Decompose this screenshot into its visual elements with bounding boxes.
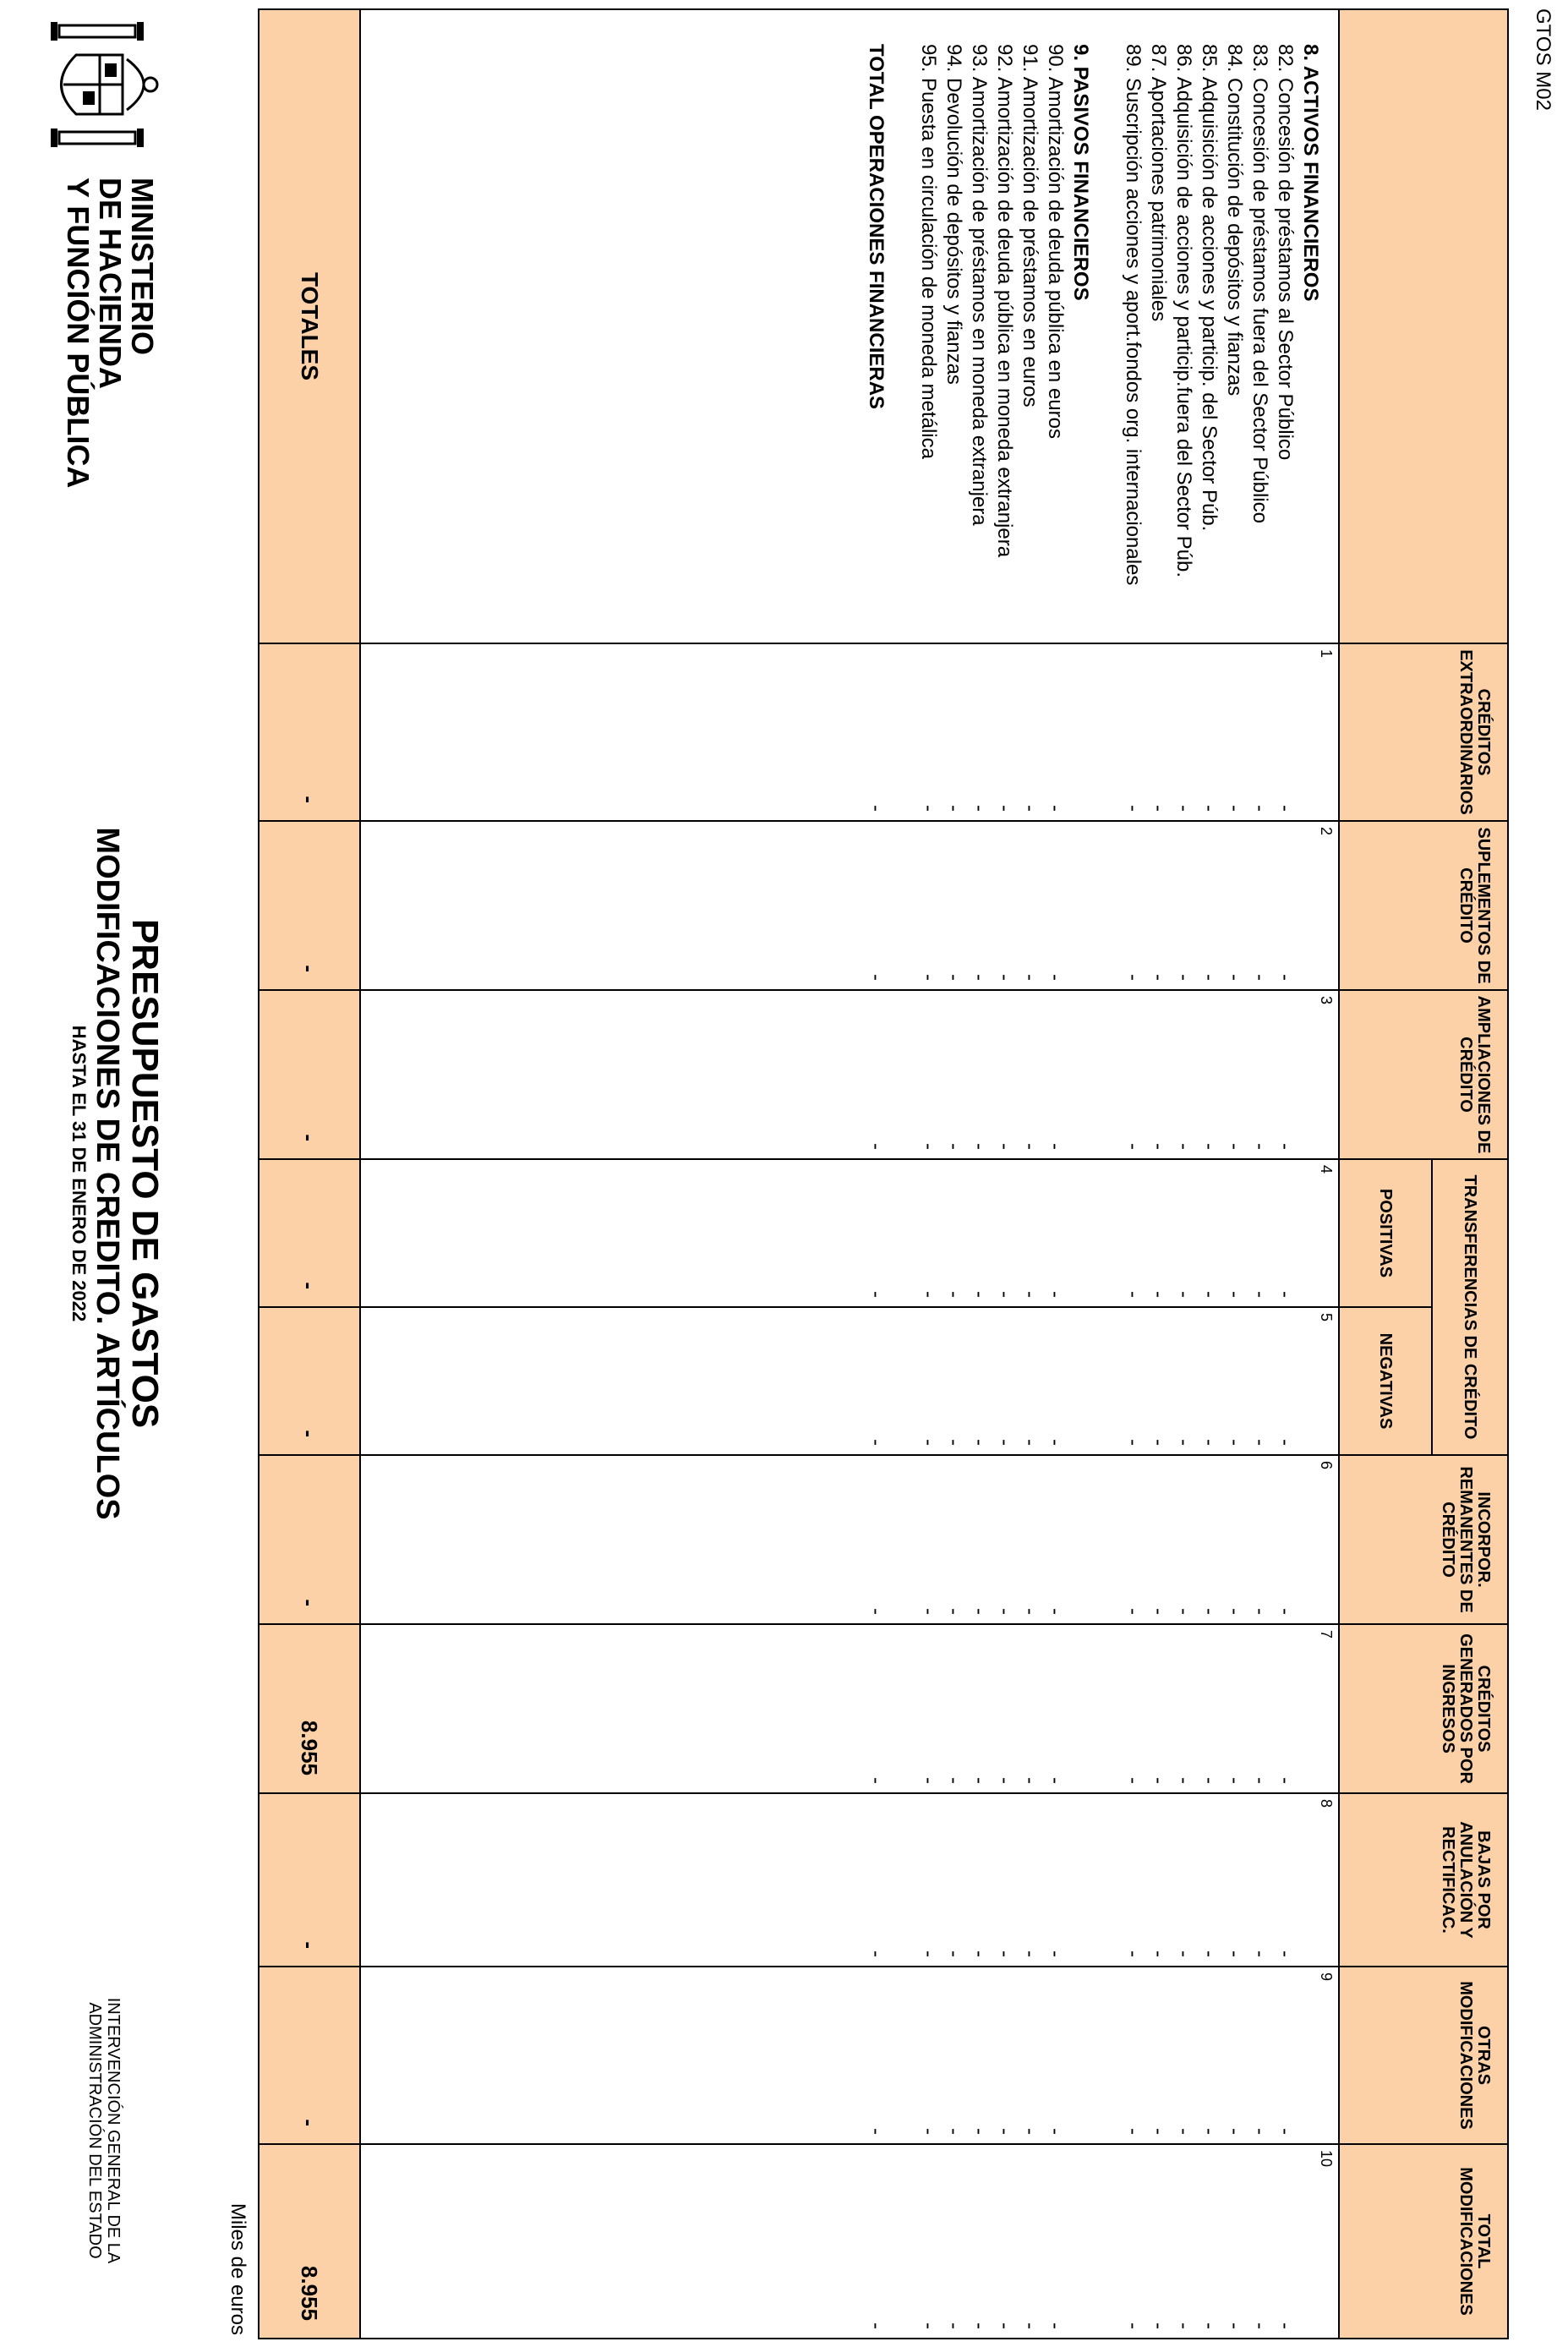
header-blank xyxy=(1339,9,1508,643)
dash-value: - xyxy=(1019,1777,1041,1784)
row-label: 86. Adquisición de acciones y particip.fuera del Sector Púb. xyxy=(1172,44,1195,578)
column-number: 5 xyxy=(1318,1313,1335,1322)
dash-value: - xyxy=(968,1608,991,1615)
dash-value: - xyxy=(1172,1608,1195,1615)
dash-value: - xyxy=(917,1608,940,1615)
dash-value: - xyxy=(1223,1143,1246,1150)
dash-value: - xyxy=(993,1439,1016,1446)
dash-value: - xyxy=(993,805,1016,812)
dash-value: - xyxy=(942,1950,965,1957)
row-labels xyxy=(360,9,1339,643)
dash-value: - xyxy=(1147,974,1170,981)
col-group-transfers: TRANSFERENCIAS DE CRÉDITO xyxy=(1432,1159,1508,1455)
row-label: 84. Constitución de depósitos y fianzas xyxy=(1223,44,1246,397)
column-number: 10 xyxy=(1318,2150,1335,2168)
dash-value: - xyxy=(1172,1777,1195,1784)
total-cell: - xyxy=(259,821,360,990)
col-header-4: POSITIVAS xyxy=(1339,1159,1432,1307)
dash-value: - xyxy=(917,805,940,812)
dash-value: - xyxy=(1122,1439,1145,1446)
dash-value: - xyxy=(1248,1950,1271,1957)
dash-value: - xyxy=(1122,1777,1145,1784)
report-period: HASTA EL 31 DE ENERO DE 2022 xyxy=(68,1025,90,1322)
column-number: 6 xyxy=(1318,1461,1335,1470)
dash-value: - xyxy=(865,1291,888,1298)
dash-value: - xyxy=(993,1291,1016,1298)
dash-value: - xyxy=(942,2128,965,2135)
col-header-1: CRÉDITOS EXTRAORDINARIOS xyxy=(1339,643,1508,821)
total-cell: - xyxy=(259,1793,360,1967)
dash-value: - xyxy=(1274,974,1297,981)
dash-value: - xyxy=(1147,1439,1170,1446)
dash-value: - xyxy=(993,2322,1016,2329)
dash-value: - xyxy=(1223,1608,1246,1615)
dash-value: - xyxy=(942,1291,965,1298)
data-column xyxy=(360,1455,1339,1624)
row-label: 82. Concesión de préstamos al Sector Público xyxy=(1274,44,1297,461)
dash-value: - xyxy=(1147,805,1170,812)
dash-value: - xyxy=(1198,1608,1221,1615)
dash-value: - xyxy=(865,974,888,981)
dash-value: - xyxy=(1198,805,1221,812)
dash-value: - xyxy=(1198,1950,1221,1957)
issuer: INTERVENCIÓN GENERAL DE LA ADMINISTRACIÓN DEL ESTADO xyxy=(85,1997,123,2264)
dash-value: - xyxy=(865,2322,888,2329)
dash-value: - xyxy=(942,1608,965,1615)
dash-value: - xyxy=(1019,1143,1041,1150)
dash-value: - xyxy=(1122,1143,1145,1150)
dash-value: - xyxy=(1223,1291,1246,1298)
dash-value: - xyxy=(993,1608,1016,1615)
dash-value: - xyxy=(1044,1143,1067,1150)
dash-value: - xyxy=(917,1291,940,1298)
row-label: 94. Devolución de depósitos y fianzas xyxy=(942,44,965,385)
dash-value: - xyxy=(1223,2322,1246,2329)
dash-value: - xyxy=(1019,2322,1041,2329)
total-cell: - xyxy=(259,643,360,821)
dash-value: - xyxy=(1147,2128,1170,2135)
column-number: 1 xyxy=(1318,649,1335,659)
dash-value: - xyxy=(1248,974,1271,981)
data-column xyxy=(360,1624,1339,1793)
dash-value: - xyxy=(993,1950,1016,1957)
total-cell: - xyxy=(259,1967,360,2144)
dash-value: - xyxy=(1122,1950,1145,1957)
column-number: 8 xyxy=(1318,1799,1335,1808)
total-cell: 8.955 xyxy=(259,1624,360,1793)
dash-value: - xyxy=(1147,1291,1170,1298)
total-cell: - xyxy=(259,1455,360,1624)
dash-value: - xyxy=(1122,1291,1145,1298)
dash-value: - xyxy=(1248,2322,1271,2329)
dash-value: - xyxy=(942,1439,965,1446)
dash-value: - xyxy=(917,1777,940,1784)
data-column xyxy=(360,2144,1339,2339)
dash-value: - xyxy=(1122,1608,1145,1615)
dash-value: - xyxy=(1044,2128,1067,2135)
dash-value: - xyxy=(1147,1777,1170,1784)
row-label: 91. Amortización de préstamos en euros xyxy=(1019,44,1041,408)
dash-value: - xyxy=(1274,1950,1297,1957)
dash-value: - xyxy=(865,805,888,812)
col-header-3: AMPLIACIONES DE CRÉDITO xyxy=(1339,990,1508,1159)
dash-value: - xyxy=(1198,1777,1221,1784)
row-label: 93. Amortización de préstamos en moneda extranjera xyxy=(968,44,991,526)
dash-value: - xyxy=(1223,2128,1246,2135)
row-label: 89. Suscripción acciones y aport.fondos org. internacionales xyxy=(1122,44,1145,586)
total-cell: - xyxy=(259,1159,360,1307)
dash-value: - xyxy=(865,1608,888,1615)
row-label: 87. Aportaciones patrimoniales xyxy=(1147,44,1170,322)
dash-value: - xyxy=(993,1143,1016,1150)
dash-value: - xyxy=(968,2128,991,2135)
modifications-table xyxy=(258,8,1509,2338)
section-title: 9. PASIVOS FINANCIEROS xyxy=(1069,44,1092,301)
dash-value: - xyxy=(1274,1291,1297,1298)
data-column xyxy=(360,1159,1339,1307)
dash-value: - xyxy=(1248,1143,1271,1150)
dash-value: - xyxy=(1172,974,1195,981)
data-column xyxy=(360,1967,1339,2144)
dash-value: - xyxy=(1044,1950,1067,1957)
dash-value: - xyxy=(1274,1143,1297,1150)
dash-value: - xyxy=(865,2128,888,2135)
dash-value: - xyxy=(942,805,965,812)
dash-value: - xyxy=(1147,2322,1170,2329)
total-ops-label: TOTAL OPERACIONES FINANCIERAS xyxy=(865,44,888,410)
dash-value: - xyxy=(1274,1777,1297,1784)
dash-value: - xyxy=(942,1777,965,1784)
total-cell: - xyxy=(259,1307,360,1455)
dash-value: - xyxy=(1172,1950,1195,1957)
column-number: 7 xyxy=(1318,1630,1335,1639)
column-number: 2 xyxy=(1318,827,1335,836)
dash-value: - xyxy=(1122,805,1145,812)
dash-value: - xyxy=(1274,805,1297,812)
dash-value: - xyxy=(865,1143,888,1150)
dash-value: - xyxy=(1044,2322,1067,2329)
dash-value: - xyxy=(1019,1950,1041,1957)
report-subtitle: MODIFICACIONES DE CREDITO. ARTÍCULOS xyxy=(90,827,125,1520)
dash-value: - xyxy=(1223,805,1246,812)
dash-value: - xyxy=(1248,2128,1271,2135)
dash-value: - xyxy=(1172,1143,1195,1150)
dash-value: - xyxy=(968,1777,991,1784)
dash-value: - xyxy=(1198,2128,1221,2135)
col-header-8: BAJAS POR ANULACIÓN Y RECTIFICAC. xyxy=(1339,1793,1508,1967)
dash-value: - xyxy=(865,1439,888,1446)
dash-value: - xyxy=(1248,1608,1271,1615)
dash-value: - xyxy=(865,1777,888,1784)
dash-value: - xyxy=(1044,974,1067,981)
dash-value: - xyxy=(917,1143,940,1150)
dash-value: - xyxy=(1248,805,1271,812)
dash-value: - xyxy=(1223,1777,1246,1784)
dash-value: - xyxy=(1019,1439,1041,1446)
dash-value: - xyxy=(1248,1291,1271,1298)
data-column xyxy=(360,1307,1339,1455)
dash-value: - xyxy=(968,805,991,812)
ministry-name: MINISTERIO DE HACIENDA Y FUNCIÓN PÚBLICA xyxy=(61,178,160,489)
row-label: 83. Concesión de préstamos fuera del Sector Público xyxy=(1248,44,1271,523)
dash-value: - xyxy=(1172,2322,1195,2329)
dash-value: - xyxy=(1172,1439,1195,1446)
dash-value: - xyxy=(1122,2322,1145,2329)
dash-value: - xyxy=(1122,974,1145,981)
dash-value: - xyxy=(968,1143,991,1150)
section-title: 8. ACTIVOS FINANCIEROS xyxy=(1299,44,1322,302)
row-label: 90. Amortización de deuda pública en euros xyxy=(1044,44,1067,439)
dash-value: - xyxy=(1044,805,1067,812)
dash-value: - xyxy=(1274,2128,1297,2135)
dash-value: - xyxy=(1274,1608,1297,1615)
dash-value: - xyxy=(942,974,965,981)
dash-value: - xyxy=(1147,1950,1170,1957)
dash-value: - xyxy=(1019,1291,1041,1298)
dash-value: - xyxy=(1248,1777,1271,1784)
column-number: 9 xyxy=(1318,1972,1335,1982)
totals-label: TOTALES xyxy=(259,9,360,643)
dash-value: - xyxy=(993,1777,1016,1784)
col-header-7: CRÉDITOS GENERADOS POR INGRESOS xyxy=(1339,1624,1508,1793)
dash-value: - xyxy=(968,1291,991,1298)
dash-value: - xyxy=(917,2322,940,2329)
total-cell: 8.955 xyxy=(259,2144,360,2339)
dash-value: - xyxy=(917,1950,940,1957)
dash-value: - xyxy=(917,974,940,981)
dash-value: - xyxy=(942,2322,965,2329)
data-column xyxy=(360,1793,1339,1967)
dash-value: - xyxy=(1223,1439,1246,1446)
col-header-6: INCORPOR. REMANENTES DE CRÉDITO xyxy=(1339,1455,1508,1624)
dash-value: - xyxy=(1223,1950,1246,1957)
data-column xyxy=(360,643,1339,821)
dash-value: - xyxy=(1223,974,1246,981)
dash-value: - xyxy=(1044,1291,1067,1298)
dash-value: - xyxy=(1147,1608,1170,1615)
col-header-9: OTRAS MODIFICACIONES xyxy=(1339,1967,1508,2144)
dash-value: - xyxy=(1019,805,1041,812)
dash-value: - xyxy=(917,1439,940,1446)
dash-value: - xyxy=(1198,1143,1221,1150)
dash-value: - xyxy=(917,2128,940,2135)
data-column xyxy=(360,821,1339,990)
dash-value: - xyxy=(1122,2128,1145,2135)
row-label: 92. Amortización de deuda pública en moneda extranjera xyxy=(993,44,1016,558)
dash-value: - xyxy=(1172,2128,1195,2135)
dash-value: - xyxy=(1198,1291,1221,1298)
dash-value: - xyxy=(942,1143,965,1150)
row-label: 85. Adquisición de acciones y particip. del Sector Púb. xyxy=(1198,44,1221,532)
col-header-2: SUPLEMENTOS DE CRÉDITO xyxy=(1339,821,1508,990)
col-header-5: NEGATIVAS xyxy=(1339,1307,1432,1455)
dash-value: - xyxy=(1248,1439,1271,1446)
col-header-10: TOTAL MODIFICACIONES xyxy=(1339,2144,1508,2339)
dash-value: - xyxy=(1044,1439,1067,1446)
dash-value: - xyxy=(1198,1439,1221,1446)
dash-value: - xyxy=(1198,974,1221,981)
dash-value: - xyxy=(968,974,991,981)
units-label: Miles de euros xyxy=(227,2202,249,2335)
dash-value: - xyxy=(968,2322,991,2329)
dash-value: - xyxy=(1019,2128,1041,2135)
dash-value: - xyxy=(865,1950,888,1957)
column-number: 4 xyxy=(1318,1165,1335,1174)
dash-value: - xyxy=(1147,1143,1170,1150)
column-number: 3 xyxy=(1318,996,1335,1005)
dash-value: - xyxy=(968,1439,991,1446)
dash-value: - xyxy=(1044,1777,1067,1784)
dash-value: - xyxy=(993,974,1016,981)
dash-value: - xyxy=(1172,1291,1195,1298)
data-column xyxy=(360,990,1339,1159)
report-title: PRESUPUESTO DE GASTOS xyxy=(124,918,166,1429)
dash-value: - xyxy=(1019,1608,1041,1615)
dash-value: - xyxy=(1198,2322,1221,2329)
dash-value: - xyxy=(1044,1608,1067,1615)
dash-value: - xyxy=(993,2128,1016,2135)
total-cell: - xyxy=(259,990,360,1159)
dash-value: - xyxy=(1274,1439,1297,1446)
dash-value: - xyxy=(1274,2322,1297,2329)
form-code: GTOS M02 xyxy=(1532,8,1554,111)
dash-value: - xyxy=(968,1950,991,1957)
row-label: 95. Puesta en circulación de moneda metálica xyxy=(917,44,940,459)
dash-value: - xyxy=(1019,974,1041,981)
dash-value: - xyxy=(1172,805,1195,812)
